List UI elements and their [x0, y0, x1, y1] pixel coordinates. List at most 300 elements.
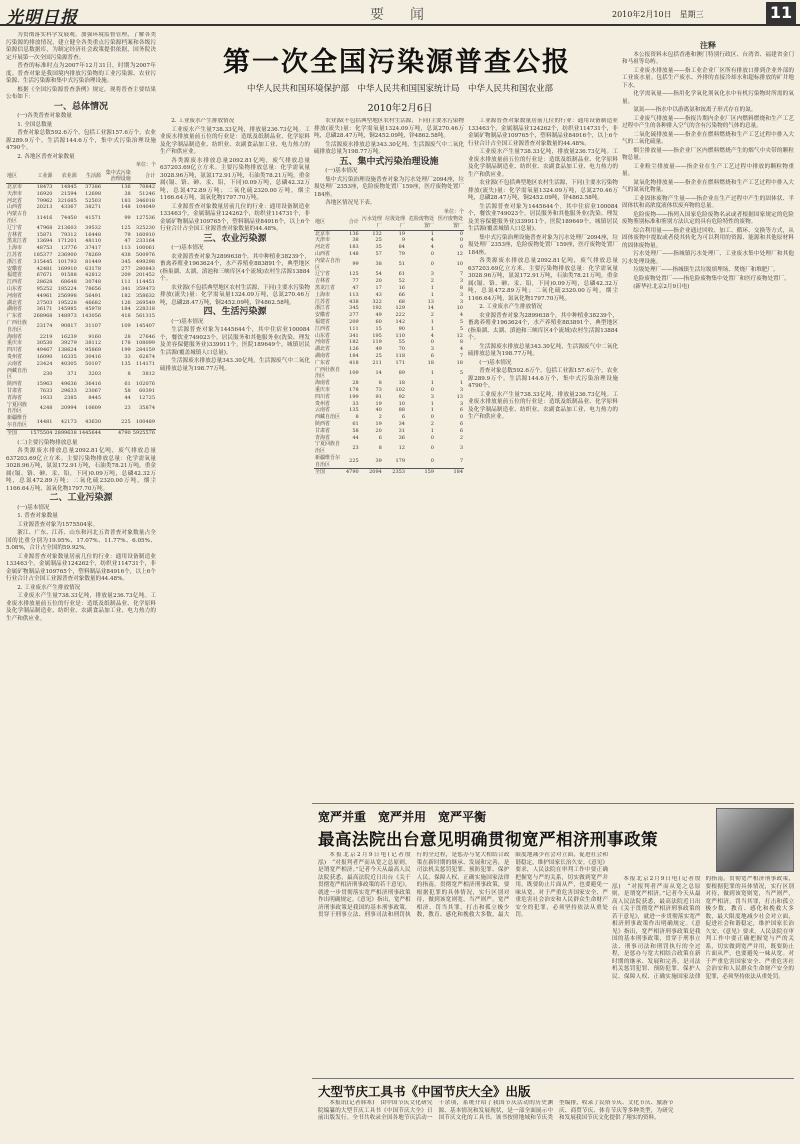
table-cell: 109	[349, 369, 359, 376]
table-cell: 43367	[60, 204, 77, 211]
table-cell: 50107	[85, 360, 102, 367]
table-cell: 江西省	[7, 279, 23, 286]
table-cell: 35	[375, 244, 382, 251]
table-row	[314, 237, 464, 244]
table-cell: 2219	[39, 333, 53, 340]
table-cell: 111	[349, 325, 359, 332]
table-cell: 225	[349, 458, 359, 465]
table-cell: 贵州省	[7, 354, 23, 361]
table-cell: 132	[372, 230, 382, 237]
table-cell: 136	[349, 230, 359, 237]
table-row	[314, 305, 464, 312]
table-cell: 58	[352, 427, 359, 434]
table-cell: 1445644	[78, 429, 102, 436]
table-cell: 30748	[85, 279, 102, 286]
table-cell: 23	[352, 444, 359, 451]
table-cell: 山东省	[7, 286, 23, 293]
table-row	[314, 258, 464, 272]
table-cell: 河南省	[315, 339, 331, 346]
table-row	[314, 421, 464, 428]
table-cell: 95252	[36, 286, 53, 293]
table-cell: 3	[459, 278, 463, 285]
column-2	[160, 118, 310, 1138]
table-row	[314, 367, 464, 381]
table-row	[314, 401, 464, 408]
table-cell: 5	[459, 369, 463, 376]
table-cell: 31	[398, 427, 405, 434]
table-cell: 4790	[345, 469, 359, 476]
table-cell: 44961	[36, 292, 53, 299]
table-row	[6, 320, 156, 334]
table-row	[314, 333, 464, 340]
table-cell: 138624	[57, 347, 77, 354]
table-header: 医疗废物处置厂	[435, 216, 464, 230]
table-cell: 7	[459, 271, 463, 278]
table-cell: 315445	[33, 258, 53, 265]
table-cell: 322	[372, 298, 382, 305]
paragraph: 生活源废水排放总量343.30亿吨，生活源废气中二氧化硫排放总量为198.77万吨。	[160, 358, 310, 372]
subheading: (二)主要污染物排放总量	[17, 439, 78, 446]
paragraph: 2. 工业废水产生排放情况	[171, 118, 235, 124]
table-cell: 182	[121, 292, 131, 299]
table-cell: 211	[372, 359, 382, 366]
table-cell: 88	[398, 407, 405, 414]
table-row	[314, 271, 464, 278]
table-cell: 湖北省	[315, 346, 331, 353]
table-cell: 6	[430, 352, 434, 359]
table-row	[6, 238, 156, 245]
table-cell: 重庆市	[315, 386, 331, 393]
table-cell: 60	[375, 318, 382, 325]
table-cell: 12	[398, 444, 405, 451]
table-header: 危险废物处置厂	[406, 216, 435, 230]
table-row	[6, 293, 156, 300]
table-cell: 63178	[85, 265, 102, 272]
table-cell: 新疆维吾尔自治区	[7, 415, 28, 428]
table-cell: 13	[427, 298, 434, 305]
table-cell: 11416	[36, 214, 53, 221]
table-cell: 河北省	[315, 244, 331, 251]
table-cell: 4790	[117, 429, 131, 436]
table-row	[314, 251, 464, 258]
column-3	[314, 118, 464, 798]
table-cell: 42812	[85, 272, 102, 279]
paragraph: 普查对象总数592.6万个，包括工业源157.6万个，农业源289.9万个，生活源144.6万个，集中式污染治理设施4790个。	[6, 130, 156, 151]
table-cell: 201452	[135, 272, 155, 279]
table-cell: 185224	[57, 286, 77, 293]
table-cell: 268968	[33, 313, 53, 320]
table-cell: 30530	[36, 340, 53, 347]
table-cell: 179	[395, 458, 405, 465]
paragraph: 工业源普查对象为1575504家。	[17, 521, 99, 528]
table-cell: 35874	[139, 404, 155, 411]
table-cell: 贵州省	[315, 400, 331, 407]
table-cell: 15	[375, 325, 382, 332]
table-cell: 79	[124, 231, 131, 238]
table-cell: 8	[127, 371, 131, 377]
table-cell: 37386	[85, 184, 102, 191]
table-cell: 38112	[85, 340, 102, 347]
table-row	[6, 211, 156, 225]
table-cell: 99	[124, 214, 131, 221]
table-cell: 346018	[135, 197, 155, 204]
article-byline: 中华人民共和国环境保护部 中华人民共和国国家统计局 中华人民共和国农业部	[246, 84, 553, 94]
table-cell: 广东省	[315, 359, 331, 366]
table-cell: 1575504	[30, 429, 53, 436]
table-header: 生活源	[78, 170, 102, 184]
table-cell: 18	[427, 359, 434, 366]
table-cell: 68	[398, 298, 405, 305]
table-cell: 12	[456, 332, 463, 339]
note-paragraph: 危险废物——指列入国家危险废物名录或者根据国家规定的危险废物鉴别标准和鉴别方法认定的具有危险特性的废物。	[622, 211, 794, 225]
table-cell: 192	[372, 305, 382, 312]
table-cell: 68648	[60, 279, 77, 286]
table-row	[314, 326, 464, 333]
table-cell: 125	[349, 271, 359, 278]
table-cell: 山西省	[315, 250, 331, 257]
table-cell: 27646	[139, 333, 155, 340]
table-header: 合计	[132, 170, 156, 184]
headline: 大型节庆工具书《中国节庆大全》出版	[318, 1084, 531, 1099]
paragraph: 各类源废水排放总量2092.81亿吨，废气排放总量637203.69亿立方米。主要污染物排放总量：化学需氧量3028.96万吨，氨氮172.91万吨，石油类78.21万吨，重金属(镉、铬、砷、汞、铅，下同)0.09万吨，总磷42.32万吨，总氮472.89万吨；二氧化硫2320.00万吨，烟尘1166.64万吨，氮氧化物1797.70万吨。	[468, 258, 618, 302]
intro-paragraph: 普查的标准时点为2007年12月31日，时期为2007年度。普查对象是我国境内排放污染物的工业污染源、农业污染源、生活污染源和集中式污染治理设施。	[6, 63, 156, 84]
table-cell: 126	[349, 346, 359, 353]
table-cell: 四川省	[7, 347, 23, 354]
table-cell: 13776	[60, 245, 77, 252]
table-cell: 46682	[85, 299, 102, 306]
table-cell: 52503	[85, 197, 102, 204]
table-header: 地区	[314, 216, 345, 230]
table-cell: 21594	[60, 190, 77, 197]
table-cell: 184	[349, 352, 359, 359]
table-cell: 209	[349, 318, 359, 325]
table-row	[6, 415, 156, 429]
table-row	[6, 300, 156, 307]
table-cell: 河北省	[7, 197, 23, 204]
paragraph: 工业废水产生量738.33亿吨，排放量236.73亿吨。工业废水排放量前五位的行业是：造纸及纸制品业、化学原料及化学制品制造业、纺织业、农副食品加工业、电力热力的生产和供应业。	[160, 126, 310, 155]
table-cell: 142	[395, 318, 405, 325]
table-cell: 145407	[135, 323, 155, 330]
table-row	[314, 414, 464, 421]
table-cell: 5925576	[132, 429, 155, 436]
table-cell: 19	[375, 400, 382, 407]
table-cell: 3	[459, 386, 463, 393]
book-article-body	[318, 1100, 794, 1140]
table-row	[314, 394, 464, 401]
table-cell: 183	[121, 197, 131, 204]
table-cell: 6	[459, 407, 463, 414]
table-cell: 2353	[392, 469, 405, 476]
table-cell: 17	[375, 284, 382, 291]
table-cell: 136	[121, 184, 131, 191]
pollution-source-table	[6, 170, 156, 437]
table-header: 集中式污染治理设施	[102, 170, 132, 184]
table-cell: 内蒙古自治区	[315, 257, 341, 271]
table-cell: 79312	[60, 231, 77, 238]
table-row	[314, 292, 464, 299]
table-cell: 38	[375, 261, 382, 268]
table-row	[6, 286, 156, 293]
table-header: 垃圾处理厂	[383, 216, 406, 230]
table-cell: 84	[398, 244, 405, 251]
table-row	[6, 245, 156, 252]
table-cell: 20994	[60, 404, 77, 411]
table-cell: 海南省	[315, 380, 331, 387]
note-paragraph: 本公报资料未包括香港和澳门特别行政区、台湾省、福建省金门和马祖等岛屿。	[622, 51, 794, 65]
table-row	[314, 360, 464, 367]
table-cell: 15963	[36, 381, 53, 388]
table-cell: 16920	[36, 190, 53, 197]
table-cell: 27503	[36, 299, 53, 306]
table-cell: 51	[398, 261, 405, 268]
table-cell: 126	[121, 299, 131, 306]
paragraph: 农业源(不包括典型地区农村生活源，下同)主要水污染物排放(流失)量：化学需氧量1324.09万吨，总氮270.46万吨，总磷28.47万吨，铜2452.09吨，锌4862.58吨。	[468, 180, 618, 201]
table-cell: 12	[456, 250, 463, 257]
table-cell: 7	[459, 458, 463, 465]
table-cell: 3	[459, 291, 463, 298]
table-row	[6, 259, 156, 266]
table-header: 农业源	[53, 170, 77, 184]
table-cell: 125	[121, 224, 131, 231]
issue-date: 2010年2月10日 星期三	[612, 10, 704, 19]
table-cell: 42173	[60, 418, 77, 425]
table-cell: 182	[349, 339, 359, 346]
table-row	[6, 429, 156, 436]
table-row	[314, 353, 464, 360]
table-cell: 13	[456, 393, 463, 400]
table-cell: 9160	[88, 333, 102, 340]
table-cell: 56491	[85, 292, 102, 299]
note-paragraph: 氨氮——指水中以游离氨和铵离子形式存在的氮。	[633, 107, 757, 113]
table-cell: 10	[398, 400, 405, 407]
table-cell: 16239	[60, 333, 77, 340]
table-row	[314, 428, 464, 435]
paragraph: 本报讯(记者韩寒) 由中国节庆文化研究院编纂的大型节庆工具书《中国节庆大全》日前出版发行。全书共收录全国各地节庆活动一千余项，系统介绍了我国节庆活动的历史渊源、基本情况和发展现状，是一部全面展示中国节庆文化的工具书。该书按照地域和节庆类型编排，收录了民俗节庆、文化节庆、旅游节庆、商贸节庆、体育节庆等多种类型，为研究和发展我国节庆文化提供了翔实的资料。	[318, 1100, 674, 1121]
table-cell: 1	[430, 291, 434, 298]
table-cell: 127536	[135, 214, 155, 221]
table-cell: 280843	[135, 265, 155, 272]
table-cell: 28	[352, 380, 359, 387]
table-cell: 438	[349, 298, 359, 305]
table-cell: 48110	[85, 238, 102, 245]
table-cell: 129	[395, 305, 405, 312]
table-cell: 12698	[85, 190, 102, 197]
table-cell: 云南省	[7, 360, 23, 367]
table-cell: 8445	[88, 394, 102, 401]
table-cell: 58	[124, 388, 131, 394]
table-cell: 2	[430, 278, 434, 285]
table-cell: 天津市	[7, 190, 23, 197]
table-cell: 195228	[57, 299, 77, 306]
table-cell: 73	[375, 386, 382, 393]
table-cell: 福建省	[7, 272, 23, 279]
table-cell: 16	[398, 284, 405, 291]
table-cell: 40305	[60, 360, 77, 367]
table-cell: 89	[398, 369, 405, 376]
masthead	[0, 0, 800, 26]
note-paragraph: 污水处理厂——指城镇污水处理厂、工业废水集中处理厂和其他污水处理设施。	[622, 251, 794, 265]
table-cell: 345	[349, 305, 359, 312]
table-cell: 云南省	[315, 407, 331, 414]
article-date: 2010年2月6日	[367, 103, 433, 114]
table-cell: 全国	[7, 429, 18, 436]
table-cell: 43630	[85, 418, 102, 425]
table-cell: 49636	[60, 381, 77, 388]
note-paragraph: (新华社北京2月9日电)	[633, 284, 690, 290]
table-cell: 28	[124, 333, 131, 340]
table-cell: 7633	[39, 388, 53, 394]
table-cell: 宁夏回族自治区	[315, 441, 341, 455]
table-cell: 39532	[85, 224, 102, 231]
table-cell: 4	[430, 332, 434, 339]
section-heading: 三、农业污染源	[203, 233, 267, 244]
table-cell: 0	[459, 244, 463, 251]
table-cell: 1	[430, 369, 434, 376]
table-unit: 单位：个	[443, 208, 464, 215]
table-cell: 8	[378, 444, 382, 451]
table-cell: 4	[459, 346, 463, 353]
table-row	[6, 388, 156, 395]
table-cell: 20213	[36, 204, 53, 211]
table-cell: 101793	[57, 258, 77, 265]
table-cell: 0	[430, 434, 434, 441]
paragraph: 农业源普查对象为2899638个，其中种植业38239个，畜禽养殖业1963624个，水产养殖业883891个，典型地区(指巢湖、太湖、滇池和三峡库区4个流域)农村生活源13884个。	[160, 253, 310, 282]
table-cell: 225	[121, 418, 131, 425]
table-row	[6, 395, 156, 402]
table-row	[6, 381, 156, 388]
table-cell: 100061	[135, 245, 155, 252]
table-cell: 178	[349, 386, 359, 393]
table-row	[6, 361, 156, 368]
paragraph: 2. 工业废水产生排放情况	[479, 304, 543, 310]
table-cell: 60391	[139, 388, 155, 394]
table-cell: 0	[430, 386, 434, 393]
section-name: 要 闻	[370, 7, 430, 23]
table-cell: 57	[375, 250, 382, 257]
table-row	[314, 299, 464, 306]
table-cell: 148	[349, 250, 359, 257]
table-cell: 36171	[36, 306, 53, 313]
table-cell: 102	[395, 386, 405, 393]
table-row	[6, 368, 156, 382]
table-cell: 36416	[85, 381, 102, 388]
note-paragraph: 化学需氧量——指用化学氧化剂氧化水中有机污染物时所需的氧量。	[622, 91, 794, 105]
table-cell: 418	[349, 359, 359, 366]
table-cell: 39	[375, 458, 382, 465]
table-row	[314, 278, 464, 285]
table-cell: 70842	[139, 184, 155, 191]
table-cell: 全国	[315, 469, 326, 476]
table-cell: 44	[352, 434, 359, 441]
table-cell: 0	[459, 414, 463, 421]
table-cell: 10	[456, 305, 463, 312]
table-cell: 2899638	[54, 429, 77, 436]
table-cell: 233164	[135, 238, 155, 245]
table-cell: 23067	[85, 388, 102, 394]
table-row	[314, 387, 464, 394]
table-cell: 0	[430, 250, 434, 257]
table-cell: 1933	[39, 394, 53, 401]
paragraph: 工业废水产生量738.33亿吨，排放量236.73亿吨。工业废水排放量前五位的行业是：造纸及纸制品业、化学原料及化学制品制造业、纺织业、农副食品加工业、电力热力的生产和供应业。	[468, 391, 618, 420]
table-cell: 37417	[85, 245, 102, 252]
subheading: (一)各类普查对象数量	[17, 113, 72, 119]
paragraph: 工业废水产生量738.33亿吨，排放量236.73亿吨。工业废水排放量前五位的行业是：造纸及纸制品业、化学原料及化学制品制造业、纺织业、农副食品加工业、电力热力的生产和供应业。	[6, 593, 156, 622]
paragraph: 各类源废水排放总量2092.81亿吨，废气排放总量637203.69亿立方米。主要污染物排放总量：化学需氧量3028.96万吨，氨氮172.91万吨，石油类78.21万吨，重金属(镉、铬、砷、汞、铅，下同)0.09万吨，总磷42.32万吨，总氮472.89万吨；二氧化硫2320.00万吨，烟尘1166.64万吨，氮氧化物1797.70万吨。	[160, 157, 310, 201]
table-cell: 91588	[60, 272, 77, 279]
table-cell: 4	[459, 312, 463, 319]
table-cell: 135	[349, 407, 359, 414]
newspaper-logo: 光明日报	[6, 8, 78, 28]
table-cell: 3	[459, 400, 463, 407]
table-cell: 3	[430, 346, 434, 353]
table-cell: 33	[352, 400, 359, 407]
table-cell: 6	[401, 414, 405, 421]
table-cell: 38	[352, 237, 359, 244]
table-row	[314, 312, 464, 319]
paragraph: (一)基本情况	[479, 359, 512, 366]
table-row	[6, 354, 156, 361]
table-cell: 341	[349, 332, 359, 339]
table-row	[314, 230, 464, 237]
table-cell: 284159	[135, 347, 155, 354]
notes-title: 注释	[700, 40, 716, 50]
note-paragraph: 危险废物处置厂——指危险废物集中处置厂和医疗废物处置厂。	[633, 275, 790, 282]
table-cell: 2	[430, 420, 434, 427]
paragraph: 本报北京2月9日电(记者殷泓) “对报判者严而从宽之总原则，是谓宽严相济。”记者今天从最高人民法院获悉，最高法院近日出台《关于贯彻宽严相济刑事政策的若干意见》，就进一步贯彻落实宽严相济刑事政策作出明确规定。《意见》指出，宽严相济刑事政策是我国的基本刑事政策，贯穿于刑事立法、刑事司法和刑罚执行的全过程，是惩办与宽大相结合政策在新时期的继承、发展和完善，是司法机关惩罚犯罪、预防犯罪、保护人民、保障人权、正确实施国家法律的指南。贯彻宽严相济刑事政策，要根据犯罪的具体情况，实行区别对待，做到该宽则宽，当严则严，宽严相济，罚当其罪，打击和孤立极少数，教育、感化和挽救大多数，最大限度地减少社会对立面，促进社会和谐稳定，维护国家长治久安。《意见》要求，人民法院在审判工作中要正确把握宽与严的关系，切实做到宽严并用，既要防止片面从严，也要避免一味从宽。对于严重危害国家安全、严重危害社会治安和人民群众生命财产安全的犯罪，必须坚持依法从重处罚。	[318, 852, 608, 918]
section-heading: 四、生活污染源	[203, 307, 267, 317]
table-cell: 20	[375, 427, 382, 434]
subheading: 2. 各地区普查对象数量	[17, 153, 75, 160]
subheading: 1. 全国总数量	[17, 121, 53, 128]
table-cell: 0	[430, 261, 434, 268]
table-cell: 358632	[135, 292, 155, 299]
table-cell: 0	[430, 414, 434, 421]
table-cell: 0	[430, 444, 434, 451]
paragraph: 1. 普查对象数量	[17, 513, 58, 520]
table-cell: 浙江省	[7, 258, 23, 265]
table-cell: 黑龙江省	[7, 238, 28, 245]
table-cell: 吉林省	[315, 278, 331, 285]
paragraph: 生活源废水排放总量343.30亿吨，生活源废气中二氧化硫排放总量为198.77万吨。	[468, 343, 618, 357]
table-cell: 陕西省	[7, 381, 23, 388]
table-row	[314, 441, 464, 455]
table-cell: 20	[375, 278, 382, 285]
table-cell: 2094	[369, 469, 382, 476]
table-cell: 4	[430, 244, 434, 251]
table-cell: 113	[349, 291, 359, 298]
table-cell: 13694	[36, 238, 53, 245]
table-cell: 1	[430, 230, 434, 237]
table-cell: 500976	[135, 252, 155, 259]
table-cell: 广西壮族自治区	[7, 320, 28, 333]
table-cell: 16090	[36, 354, 53, 361]
table-cell: 171	[395, 359, 405, 366]
article-title: 第一次全国污染源普查公报	[223, 47, 571, 78]
intro-paragraph: 为贯彻落实科学发展观，加强环境监督管理，了解各类污染源的排放情况，建立健全各类重点污染源档案和各级污染源信息数据库，为制定经济社会政策提供依据，国务院决定开展第一次全国污染源普查。	[6, 32, 156, 61]
table-cell: 18	[398, 380, 405, 387]
divider	[312, 1078, 794, 1079]
table-header: 合计	[345, 216, 360, 230]
table-cell: 江苏省	[315, 298, 331, 305]
table-cell: 178	[121, 340, 131, 347]
table-cell: 四川省	[315, 393, 331, 400]
table-cell: 海南省	[7, 333, 23, 340]
paragraph: 本报北京2月9日电(记者殷泓) “对报判者严而从宽之总原则，是谓宽严相济。”记者今天从最高人民法院获悉，最高法院近日出台《关于贯彻宽严相济刑事政策的若干意见》，就进一步贯彻落实宽严相济刑事政策作出明确规定。《意见》指出，宽严相济刑事政策是我国的基本刑事政策，贯穿于刑事立法、刑事司法和刑罚执行的全过程，是惩办与宽大相结合政策在新时期的继承、发展和完善，是司法机关惩罚犯罪、预防犯罪、保护人民、保障人权、正确实施国家法律的指南。贯彻宽严相济刑事政策，要根据犯罪的具体情况，实行区别对待，做到该宽则宽，当严则严，宽严相济，罚当其罪，打击和孤立极少数，教育、感化和挽救大多数，最大限度地减少社会对立面，促进社会和谐稳定，维护国家长治久安。《意见》要求，人民法院在审判工作中要正确把握宽与严的关系，切实做到宽严并用，既要防止片面从严，也要避免一味从宽。对于严重危害国家安全、严重危害社会治安和人民群众生命财产安全的犯罪，必须坚持依法从重处罚。	[612, 876, 794, 980]
table-cell: 51246	[139, 190, 155, 197]
table-cell: 甘肃省	[7, 388, 23, 394]
table-cell: 345	[121, 258, 131, 265]
table-cell: 16448	[85, 231, 102, 238]
